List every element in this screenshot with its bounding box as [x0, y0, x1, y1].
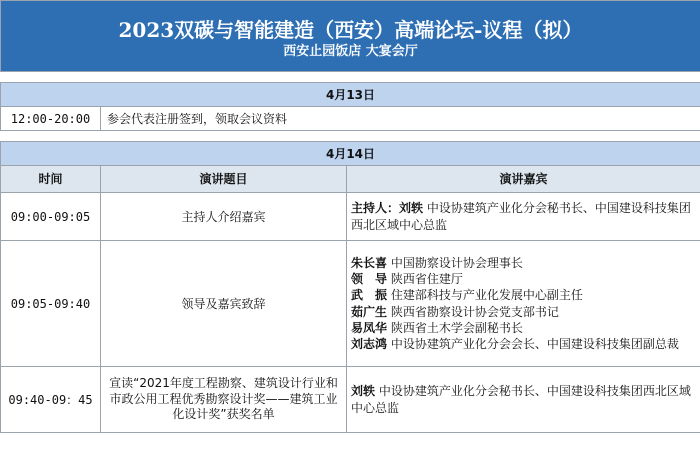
topic-cell: 主持人介绍嘉宾: [101, 193, 347, 241]
table-row: [1, 367, 700, 433]
speaker-entry: [347, 271, 700, 287]
speaker-entry: [347, 304, 700, 320]
speaker-cell: [347, 241, 700, 367]
date-header-day2: 4月14日: [1, 142, 700, 166]
speaker-name: 朱长喜: [351, 255, 388, 270]
topic-cell: 领导及嘉宾致辞: [101, 241, 347, 367]
speaker-name: 主持人：刘轶: [351, 201, 424, 216]
speaker-name: 茹广生: [351, 304, 388, 319]
speaker-entry: [347, 336, 700, 352]
speaker-name: 刘志鸿: [351, 337, 388, 352]
column-header-time: 时间: [1, 166, 101, 193]
speaker-entry: [347, 255, 700, 271]
speaker-entry: [347, 320, 700, 336]
title-banner: [1, 1, 700, 72]
speaker-name: 领 导: [351, 271, 388, 286]
spacer-row: [1, 131, 700, 142]
speaker-name: 刘轶: [351, 384, 376, 399]
column-header-topic: 演讲题目: [101, 166, 347, 193]
speaker-entry: [347, 287, 700, 303]
speaker-name: 武 振: [351, 288, 388, 303]
speaker-desc: 陕西省勘察设计协会党支部书记: [390, 304, 559, 319]
speaker-entry: [347, 383, 700, 416]
column-header-row: [1, 166, 700, 193]
speaker-desc: 中国勘察设计协会理事长: [390, 255, 523, 270]
table-row: [1, 193, 700, 241]
topic-cell: 宣读“2021年度工程勘察、建筑设计行业和市政公用工程优秀勘察设计奖——建筑工业化设计奖”获奖名单: [101, 367, 347, 433]
speaker-cell: [347, 193, 700, 241]
table-row: [1, 107, 700, 131]
column-header-speaker: 演讲嘉宾: [347, 166, 700, 193]
page-title: 2023双碳与智能建造（西安）高端论坛-议程（拟）: [118, 18, 583, 42]
time-cell: 12:00-20:00: [1, 107, 101, 131]
speaker-desc: 住建部科技与产业化发展中心副主任: [390, 288, 583, 303]
speaker-desc: 陕西省住建厅: [390, 271, 463, 286]
speaker-desc: 陕西省土木学会副秘书长: [390, 320, 523, 335]
speaker-cell: [347, 367, 700, 433]
time-cell: 09:40-09：45: [1, 367, 101, 433]
time-cell: 09:05-09:40: [1, 241, 101, 367]
spacer-row: [1, 72, 700, 83]
speaker-entry: [347, 200, 700, 233]
speaker-desc: 中设协建筑产业化分会会长、中国建设科技集团副总裁: [390, 337, 679, 352]
time-cell: 09:00-09:05: [1, 193, 101, 241]
venue-subtitle: 西安止园饭店 大宴会厅: [283, 44, 418, 59]
speaker-desc: 中设协建筑产业化分会秘书长、中国建设科技集团西北区域中心总监: [351, 201, 691, 232]
content-cell: 参会代表注册签到，领取会议资料: [101, 107, 700, 131]
table-row: [1, 241, 700, 367]
speaker-desc: 中设协建筑产业化分会秘书长、中国建设科技集团西北区域中心总监: [351, 384, 691, 415]
date-header-day1: 4月13日: [1, 83, 700, 107]
speaker-name: 易凤华: [351, 320, 388, 335]
